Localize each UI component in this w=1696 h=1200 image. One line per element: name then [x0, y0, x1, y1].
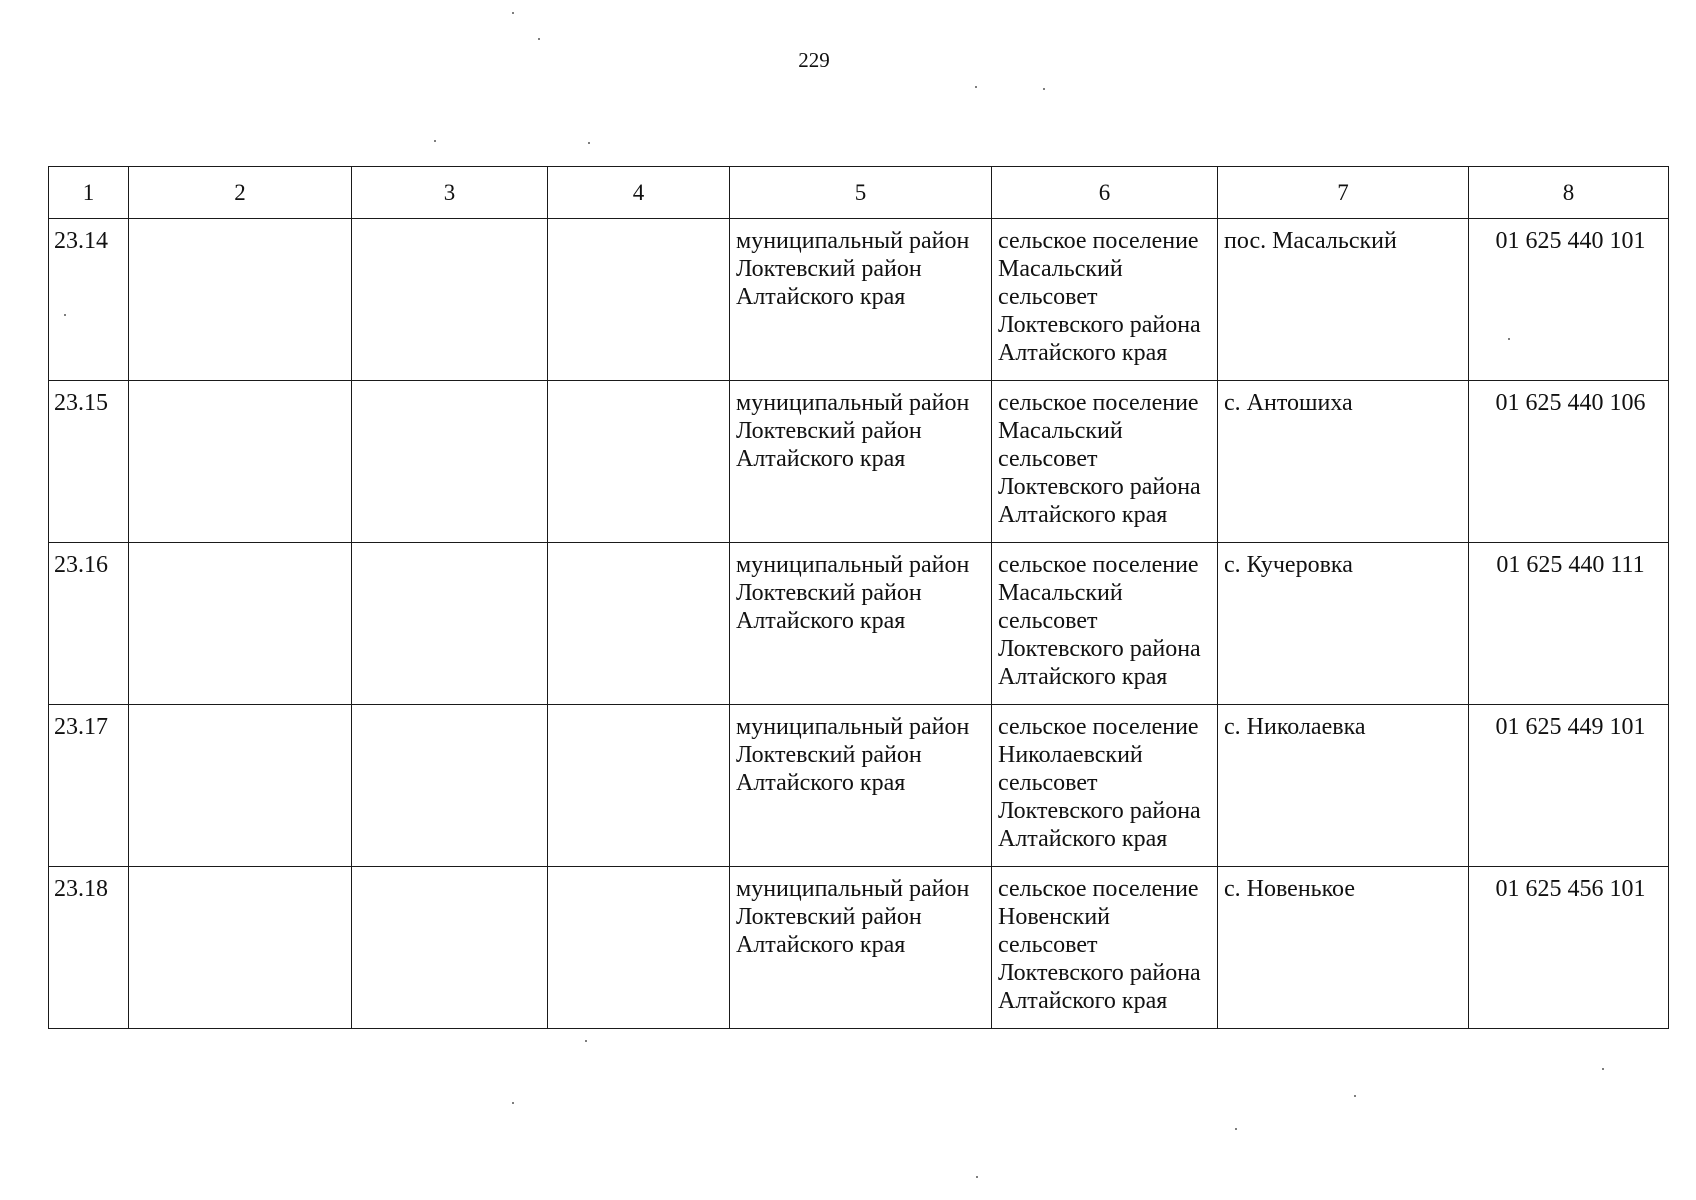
empty-cell-col3	[352, 543, 548, 705]
oktmo-code-cell	[1469, 381, 1669, 543]
rural-settlement: сельское поселение Масальский сельсовет Локтевского района Алтайского края	[998, 390, 1201, 528]
row-number-cell	[49, 381, 129, 543]
column-header-7: 7	[1218, 167, 1469, 219]
scan-speck	[1235, 1128, 1237, 1130]
rural-settlement: сельское поселение Новенский сельсовет Локтевского района Алтайского края	[998, 876, 1201, 1014]
oktmo-code: 01 625 456 101	[1495, 876, 1646, 902]
empty-cell-col4	[548, 381, 730, 543]
empty-cell-col3	[352, 867, 548, 1029]
locality: с. Новенькое	[1224, 876, 1356, 902]
rural-settlement-cell	[992, 705, 1218, 867]
row-number-cell	[49, 867, 129, 1029]
scan-speck	[585, 1040, 587, 1042]
rural-settlement-cell	[992, 543, 1218, 705]
rural-settlement-cell	[992, 219, 1218, 381]
scan-speck	[1043, 88, 1045, 90]
municipal-district: муниципальный район Локтевский район Алтайского края	[736, 552, 970, 634]
empty-cell-col4	[548, 219, 730, 381]
empty-cell-col2	[129, 705, 352, 867]
oktmo-code-cell	[1469, 867, 1669, 1029]
locality: с. Николаевка	[1224, 714, 1366, 740]
scan-speck	[1602, 1068, 1604, 1070]
empty-cell-col3	[352, 219, 548, 381]
empty-cell-col4	[548, 705, 730, 867]
scan-speck	[588, 142, 590, 144]
table-header	[49, 167, 1669, 219]
header-row	[49, 167, 1669, 219]
municipal-district-cell	[730, 867, 992, 1029]
scan-speck	[512, 1102, 514, 1104]
register-table	[48, 166, 1669, 1029]
column-header-8: 8	[1469, 167, 1669, 219]
column-header-1: 1	[49, 167, 129, 219]
scan-speck	[64, 314, 66, 316]
locality-cell	[1218, 543, 1469, 705]
empty-cell-col2	[129, 381, 352, 543]
row-number-cell	[49, 219, 129, 381]
rural-settlement-cell	[992, 867, 1218, 1029]
column-header-5: 5	[730, 167, 992, 219]
locality-cell	[1218, 867, 1469, 1029]
row-number: 23.18	[54, 876, 108, 902]
municipal-district: муниципальный район Локтевский район Алтайского края	[736, 390, 970, 472]
table-row	[49, 705, 1669, 867]
oktmo-code-cell	[1469, 543, 1669, 705]
municipal-district-cell	[730, 705, 992, 867]
locality-cell	[1218, 705, 1469, 867]
row-number-cell	[49, 705, 129, 867]
table-row	[49, 543, 1669, 705]
rural-settlement-cell	[992, 381, 1218, 543]
table-row	[49, 381, 1669, 543]
locality: с. Антошиха	[1224, 390, 1353, 416]
rural-settlement: сельское поселение Николаевский сельсовет Локтевского района Алтайского края	[998, 714, 1201, 852]
municipal-district: муниципальный район Локтевский район Алтайского края	[736, 714, 970, 796]
municipal-district-cell	[730, 543, 992, 705]
locality-cell	[1218, 381, 1469, 543]
empty-cell-col2	[129, 219, 352, 381]
column-header-3: 3	[352, 167, 548, 219]
oktmo-code-cell	[1469, 219, 1669, 381]
oktmo-code-cell	[1469, 705, 1669, 867]
row-number: 23.17	[54, 714, 108, 740]
empty-cell-col4	[548, 543, 730, 705]
scan-speck	[1508, 338, 1510, 340]
scan-speck	[1354, 1095, 1356, 1097]
table-row	[49, 867, 1669, 1029]
column-header-4: 4	[548, 167, 730, 219]
scan-speck	[512, 12, 514, 14]
empty-cell-col2	[129, 543, 352, 705]
locality-cell	[1218, 219, 1469, 381]
column-header-6: 6	[992, 167, 1218, 219]
scan-speck	[975, 86, 977, 88]
row-number: 23.14	[54, 228, 108, 254]
scan-speck	[538, 38, 540, 40]
empty-cell-col3	[352, 705, 548, 867]
municipal-district-cell	[730, 381, 992, 543]
rural-settlement: сельское поселение Масальский сельсовет Локтевского района Алтайского края	[998, 228, 1201, 366]
empty-cell-col2	[129, 867, 352, 1029]
municipal-district-cell	[730, 219, 992, 381]
scan-speck	[976, 1176, 978, 1178]
oktmo-code: 01 625 440 111	[1496, 552, 1645, 578]
empty-cell-col4	[548, 867, 730, 1029]
table-row	[49, 219, 1669, 381]
oktmo-code: 01 625 440 101	[1495, 228, 1646, 254]
oktmo-code: 01 625 449 101	[1495, 714, 1646, 740]
municipal-district: муниципальный район Локтевский район Алтайского края	[736, 876, 970, 958]
rural-settlement: сельское поселение Масальский сельсовет Локтевского района Алтайского края	[998, 552, 1201, 690]
column-header-2: 2	[129, 167, 352, 219]
locality: пос. Масальский	[1224, 228, 1397, 254]
table-body	[49, 219, 1669, 1029]
row-number-cell	[49, 543, 129, 705]
page-number: 229	[798, 48, 830, 72]
row-number: 23.15	[54, 390, 108, 416]
oktmo-code: 01 625 440 106	[1495, 390, 1646, 416]
municipal-district: муниципальный район Локтевский район Алтайского края	[736, 228, 970, 310]
scan-speck	[434, 140, 436, 142]
empty-cell-col3	[352, 381, 548, 543]
locality: с. Кучеровка	[1224, 552, 1353, 578]
row-number: 23.16	[54, 552, 108, 578]
